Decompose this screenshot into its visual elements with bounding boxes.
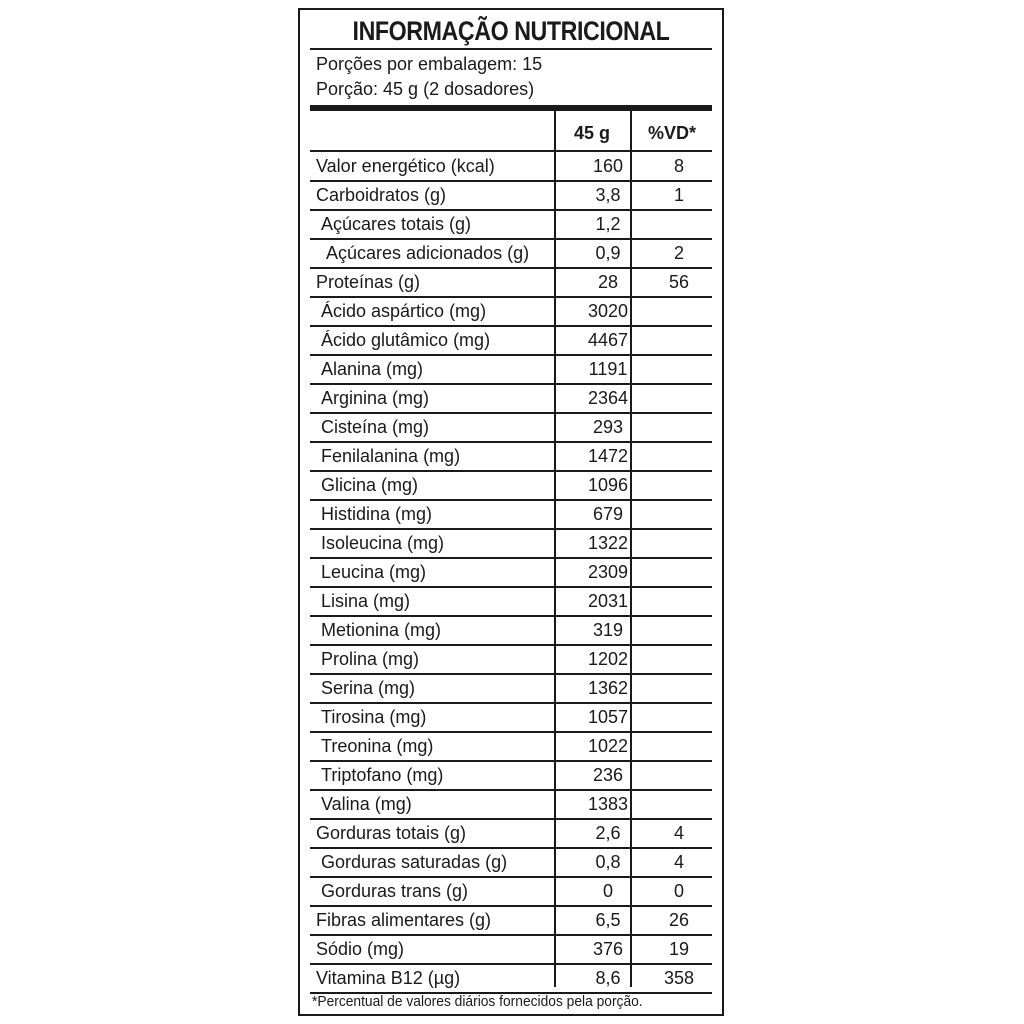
- nutrient-row: [310, 297, 712, 326]
- nutrient-amount: 1057: [570, 703, 646, 732]
- nutrient-name: Serina (mg): [310, 674, 570, 703]
- nutrient-daily-value: 1: [646, 181, 712, 210]
- nutrient-row: [310, 384, 712, 413]
- nutrient-daily-value: 4: [646, 819, 712, 848]
- nutrient-daily-value: 0: [646, 877, 712, 906]
- nutrient-amount: 3020: [570, 297, 646, 326]
- nutrient-daily-value: [646, 210, 712, 239]
- header-thick-divider: [310, 105, 712, 111]
- nutrient-name: Treonina (mg): [310, 732, 570, 761]
- nutrient-daily-value: [646, 442, 712, 471]
- nutrient-name: Lisina (mg): [310, 587, 570, 616]
- nutrient-daily-value: [646, 761, 712, 790]
- nutrient-row: [310, 935, 712, 964]
- nutrient-amount: 8,6: [570, 964, 646, 993]
- nutrient-row: [310, 268, 712, 297]
- nutrient-amount: 2364: [570, 384, 646, 413]
- nutrient-name: Isoleucina (mg): [310, 529, 570, 558]
- nutrient-daily-value: [646, 384, 712, 413]
- nutrient-name: Alanina (mg): [310, 355, 570, 384]
- nutrient-daily-value: [646, 790, 712, 819]
- nutrient-name: Valina (mg): [310, 790, 570, 819]
- nutrient-daily-value: [646, 297, 712, 326]
- nutrient-row: [310, 239, 712, 268]
- nutrient-amount: 0,9: [570, 239, 646, 268]
- nutrient-row: [310, 558, 712, 587]
- nutrient-daily-value: [646, 529, 712, 558]
- nutrient-name: Gorduras saturadas (g): [310, 848, 570, 877]
- nutrient-name: Carboidratos (g): [310, 181, 570, 210]
- nutrient-daily-value: [646, 326, 712, 355]
- dv-column-header: %VD*: [647, 123, 696, 143]
- nutrient-amount: 1362: [570, 674, 646, 703]
- nutrient-amount: 0: [570, 877, 646, 906]
- nutrient-daily-value: 2: [646, 239, 712, 268]
- nutrient-daily-value: 26: [646, 906, 712, 935]
- nutrient-amount: 2,6: [570, 819, 646, 848]
- nutrient-amount: 6,5: [570, 906, 646, 935]
- amount-column-header: 45 g: [573, 123, 611, 143]
- nutrient-name: Açúcares totais (g): [310, 210, 570, 239]
- nutrient-daily-value: 358: [646, 964, 712, 993]
- column-header-divider: [310, 150, 712, 152]
- title-divider: [310, 48, 712, 50]
- nutrient-daily-value: [646, 558, 712, 587]
- nutrient-amount: 1,2: [570, 210, 646, 239]
- nutrient-amount: 1022: [570, 732, 646, 761]
- nutrient-amount: 160: [570, 153, 646, 181]
- nutrient-row: [310, 761, 712, 790]
- nutrient-daily-value: [646, 471, 712, 500]
- nutrient-name: Arginina (mg): [310, 384, 570, 413]
- nutrient-row: [310, 964, 712, 993]
- nutrient-daily-value: [646, 616, 712, 645]
- nutrient-amount: 1191: [570, 355, 646, 384]
- nutrient-name: Cisteína (mg): [310, 413, 570, 442]
- nutrient-daily-value: [646, 500, 712, 529]
- nutrient-amount: 2031: [570, 587, 646, 616]
- nutrient-name: Ácido glutâmico (mg): [310, 326, 570, 355]
- nutrient-row: [310, 500, 712, 529]
- nutrient-daily-value: [646, 703, 712, 732]
- nutrient-row: [310, 153, 712, 181]
- nutrient-name: Triptofano (mg): [310, 761, 570, 790]
- nutrient-amount: 28: [570, 268, 646, 297]
- nutrient-amount: 1383: [570, 790, 646, 819]
- nutrient-row: [310, 906, 712, 935]
- nutrient-name: Fibras alimentares (g): [310, 906, 570, 935]
- nutrient-daily-value: [646, 732, 712, 761]
- nutrient-daily-value: [646, 645, 712, 674]
- label-title: INFORMAÇÃO NUTRICIONAL: [352, 16, 670, 46]
- nutrient-daily-value: [646, 674, 712, 703]
- nutrient-daily-value: 19: [646, 935, 712, 964]
- nutrient-row: [310, 210, 712, 239]
- nutrient-daily-value: [646, 355, 712, 384]
- nutrient-row: [310, 645, 712, 674]
- nutrient-row: [310, 819, 712, 848]
- nutrient-row: [310, 674, 712, 703]
- nutrient-amount: 293: [570, 413, 646, 442]
- nutrient-row: [310, 703, 712, 732]
- nutrient-name: Leucina (mg): [310, 558, 570, 587]
- nutrient-amount: 1472: [570, 442, 646, 471]
- nutrient-row: [310, 616, 712, 645]
- nutrient-row: [310, 181, 712, 210]
- nutrient-amount: 1322: [570, 529, 646, 558]
- nutrient-row: [310, 326, 712, 355]
- nutrient-name: Glicina (mg): [310, 471, 570, 500]
- nutrient-row: [310, 413, 712, 442]
- nutrient-amount: 3,8: [570, 181, 646, 210]
- nutrient-name: Gorduras trans (g): [310, 877, 570, 906]
- nutrient-row: [310, 529, 712, 558]
- nutrient-name: Fenilalanina (mg): [310, 442, 570, 471]
- serving-size: Porção: 45 g (2 dosadores): [316, 79, 535, 99]
- servings-per-package: Porções por embalagem: 15: [316, 54, 543, 74]
- nutrient-daily-value: 8: [646, 153, 712, 181]
- nutrient-amount: 376: [570, 935, 646, 964]
- nutrient-row: [310, 848, 712, 877]
- nutrient-row: [310, 442, 712, 471]
- nutrient-row: [310, 355, 712, 384]
- nutrient-daily-value: [646, 413, 712, 442]
- nutrient-name: Valor energético (kcal): [310, 153, 570, 181]
- nutrient-name: Gorduras totais (g): [310, 819, 570, 848]
- nutrient-amount: 4467: [570, 326, 646, 355]
- nutrient-amount: 0,8: [570, 848, 646, 877]
- nutrient-row: [310, 790, 712, 819]
- nutrient-row: [310, 471, 712, 500]
- nutrient-daily-value: 56: [646, 268, 712, 297]
- nutrient-name: Tirosina (mg): [310, 703, 570, 732]
- footnote: *Percentual de valores diários fornecidos pela porção.: [312, 993, 643, 1010]
- nutrient-row: [310, 732, 712, 761]
- nutrient-name: Metionina (mg): [310, 616, 570, 645]
- nutrient-amount: 1202: [570, 645, 646, 674]
- nutrient-name: Histidina (mg): [310, 500, 570, 529]
- nutrient-name: Açúcares adicionados (g): [310, 239, 570, 268]
- nutrient-amount: 2309: [570, 558, 646, 587]
- nutrition-facts-label: [298, 8, 724, 1016]
- nutrient-amount: 679: [570, 500, 646, 529]
- nutrients-table: [310, 153, 712, 994]
- nutrient-daily-value: [646, 587, 712, 616]
- nutrient-daily-value: 4: [646, 848, 712, 877]
- nutrient-amount: 1096: [570, 471, 646, 500]
- nutrient-name: Sódio (mg): [310, 935, 570, 964]
- nutrient-row: [310, 587, 712, 616]
- nutrient-amount: 236: [570, 761, 646, 790]
- nutrient-name: Ácido aspártico (mg): [310, 297, 570, 326]
- nutrient-row: [310, 877, 712, 906]
- nutrient-name: Proteínas (g): [310, 268, 570, 297]
- nutrient-amount: 319: [570, 616, 646, 645]
- nutrient-name: Prolina (mg): [310, 645, 570, 674]
- nutrient-name: Vitamina B12 (µg): [310, 964, 570, 993]
